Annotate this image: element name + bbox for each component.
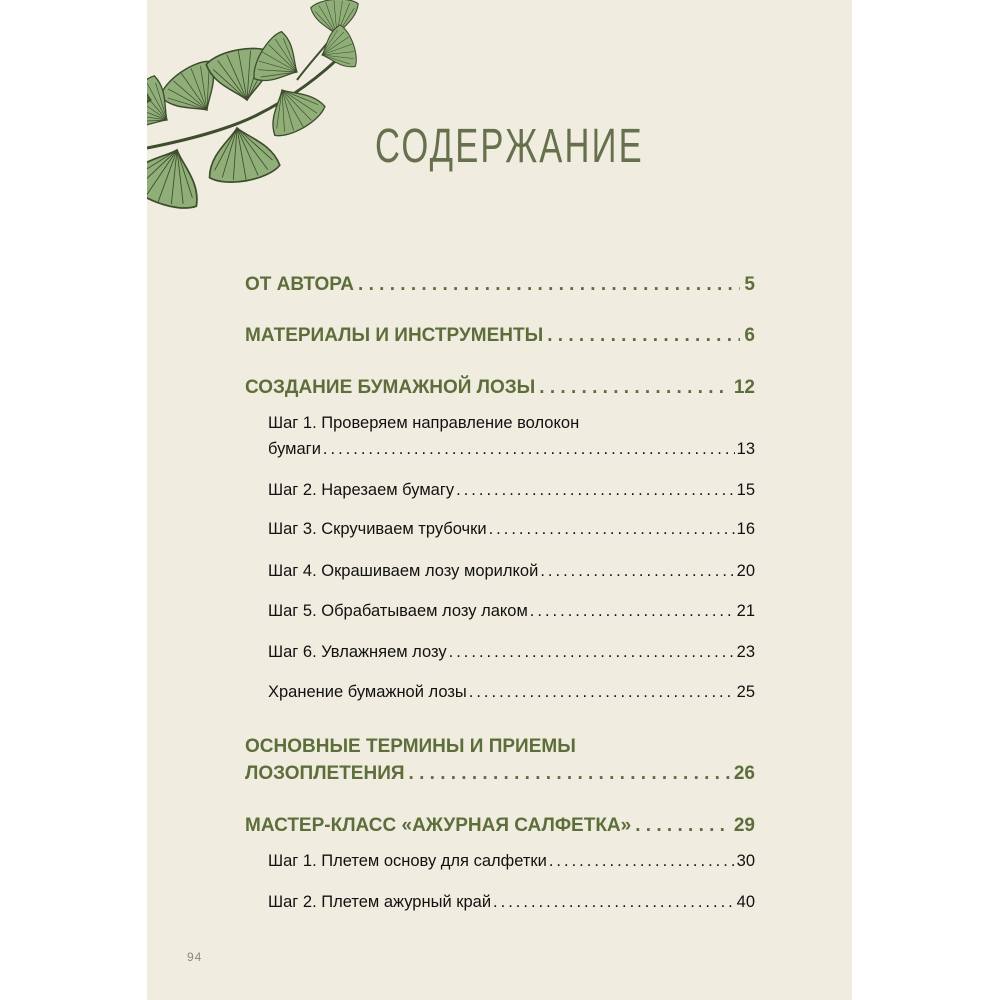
toc-entry-page: 16 (736, 520, 755, 538)
page-title: СОДЕРЖАНИЕ (375, 120, 644, 173)
toc-entry-line1[interactable] (245, 736, 755, 758)
dot-leader (493, 893, 735, 912)
toc-entry-label: Шаг 6. Увлажняем лозу (268, 643, 447, 661)
toc-entry-label: Шаг 2. Плетем ажурный край (268, 893, 492, 911)
dot-leader (449, 643, 735, 662)
toc-entry-page: 15 (736, 481, 755, 499)
toc-entry-label: Шаг 2. Нарезаем бумагу (268, 481, 455, 499)
toc-entry-label: ЛОЗОПЛЕТЕНИЯ (245, 763, 405, 784)
toc-entry[interactable] (245, 325, 755, 347)
toc-entry-page: 12 (733, 377, 755, 398)
dot-leader (540, 562, 734, 581)
toc-subentry[interactable] (268, 683, 755, 702)
toc-entry-page: 40 (736, 893, 755, 911)
dot-leader (539, 377, 730, 399)
toc-entry-label: Шаг 4. Окрашиваем лозу морилкой (268, 562, 539, 580)
toc-entry-label: Шаг 3. Скручиваем трубочки (268, 520, 487, 538)
dot-leader (456, 481, 735, 500)
toc-entry-page: 26 (733, 763, 755, 784)
toc-subentry[interactable] (268, 562, 755, 581)
dot-leader (469, 683, 735, 702)
toc-entry[interactable] (245, 274, 755, 296)
toc-entry-label: МАСТЕР-КЛАСС «АЖУРНАЯ САЛФЕТКА» (245, 815, 632, 836)
toc-subentry[interactable] (268, 602, 755, 621)
toc-entry-label: СОЗДАНИЕ БУМАЖНОЙ ЛОЗЫ (245, 377, 536, 398)
toc-entry-page: 23 (736, 643, 755, 661)
toc-entry-page: 13 (736, 440, 755, 458)
toc-entry-label: Шаг 5. Обрабатываем лозу лаком (268, 602, 528, 620)
dot-leader (549, 852, 735, 871)
dot-leader (547, 325, 740, 347)
toc-entry[interactable] (245, 377, 755, 399)
toc-entry-label: Хранение бумажной лозы (268, 683, 467, 701)
toc-subentry[interactable] (268, 440, 755, 459)
toc-subentry-line1[interactable] (268, 414, 755, 433)
toc-subentry[interactable] (268, 643, 755, 662)
toc-entry-page: 20 (736, 562, 755, 580)
dot-leader (530, 602, 735, 621)
toc-entry-page: 21 (736, 602, 755, 620)
dot-leader (323, 440, 735, 459)
toc-subentry[interactable] (268, 893, 755, 912)
dot-leader (635, 815, 730, 837)
ginkgo-branch-illustration (147, 0, 377, 250)
dot-leader (489, 520, 735, 539)
toc-entry-label: бумаги (268, 440, 321, 458)
toc-entry-label: Шаг 1. Проверяем направление волокон (268, 414, 580, 432)
toc-entry-label: ОТ АВТОРА (245, 274, 355, 295)
toc-entry-page: 29 (733, 815, 755, 836)
dot-leader (358, 274, 740, 296)
toc-entry-page: 6 (744, 325, 755, 346)
toc-entry-label: ОСНОВНЫЕ ТЕРМИНЫ И ПРИЕМЫ (245, 736, 576, 757)
dot-leader (409, 763, 730, 785)
toc-subentry[interactable] (268, 520, 755, 539)
toc-entry-page: 30 (736, 852, 755, 870)
toc-entry[interactable] (245, 815, 755, 837)
toc-entry[interactable] (245, 763, 755, 785)
toc-entry-label: МАТЕРИАЛЫ И ИНСТРУМЕНТЫ (245, 325, 544, 346)
toc-entry-label: Шаг 1. Плетем основу для салфетки (268, 852, 547, 870)
toc-entry-page: 25 (736, 683, 755, 701)
page-number: 94 (187, 950, 203, 964)
toc-subentry[interactable] (268, 481, 755, 500)
toc-entry-page: 5 (744, 274, 755, 295)
toc-subentry[interactable] (268, 852, 755, 871)
book-page (147, 0, 852, 1000)
